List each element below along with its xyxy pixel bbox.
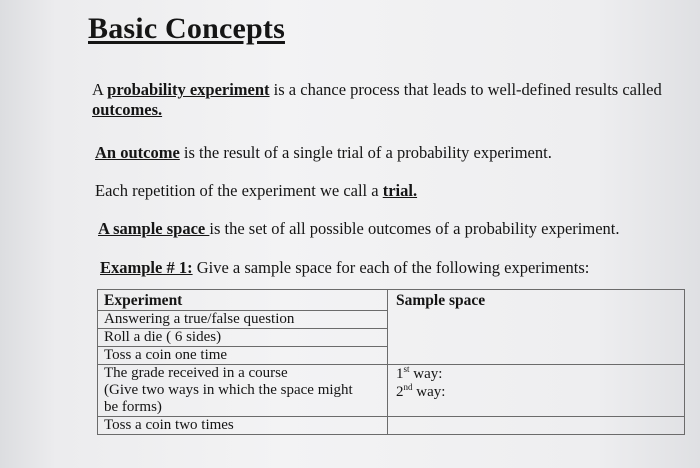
example-label: Example # 1: — [100, 258, 193, 277]
header-experiment: Experiment — [98, 290, 388, 311]
sample-space-cell-grade — [388, 365, 685, 417]
term-probability-experiment: probability experiment — [107, 80, 270, 99]
term-outcomes: outcomes. — [92, 100, 163, 119]
experiment-cell-grade — [98, 365, 388, 417]
definition-probability-experiment — [92, 80, 677, 120]
table-row — [98, 365, 685, 417]
text: is the result of a single trial of a probability experiment. — [179, 143, 552, 162]
experiment-cell: Roll a die ( 6 sides) — [98, 329, 388, 347]
second-way — [396, 383, 684, 401]
definition-outcome — [95, 143, 552, 163]
experiment-cell: Answering a true/false question — [98, 311, 388, 329]
way-label: way: — [412, 384, 446, 400]
text: A — [92, 80, 108, 99]
definition-sample-space — [98, 219, 620, 239]
ord-suffix: st — [403, 364, 410, 374]
grade-line-1: The grade received in a course — [104, 365, 288, 381]
sample-space-cell — [388, 417, 685, 435]
text: is the set of all possible outcomes of a probability experiment. — [209, 219, 620, 238]
definition-trial — [95, 181, 417, 201]
ord-num: 2 — [396, 384, 404, 400]
header-sample-space: Sample space — [388, 290, 685, 365]
experiment-cell: Toss a coin two times — [98, 417, 388, 435]
ord-suffix: nd — [403, 382, 413, 392]
slide-title: Basic Concepts — [88, 12, 285, 45]
experiment-cell: Toss a coin one time — [98, 347, 388, 365]
grade-line-3: be forms) — [104, 399, 162, 415]
term-outcome: An outcome — [95, 143, 180, 162]
term-trial: trial. — [382, 181, 418, 200]
term-sample-space: A sample space — [98, 219, 210, 238]
text: is a chance process that leads to well-defined results called — [269, 80, 662, 99]
way-label: way: — [409, 366, 443, 382]
first-way — [396, 365, 684, 383]
text: Give a sample space for each of the following experiments: — [192, 258, 590, 277]
grade-line-2: (Give two ways in which the space might — [104, 382, 353, 398]
table-row — [98, 417, 685, 435]
experiments-table — [97, 289, 685, 435]
ord-num: 1 — [396, 366, 404, 382]
text: Each repetition of the experiment we call a — [95, 181, 383, 200]
example-1-prompt — [100, 258, 589, 278]
table-header-row — [98, 290, 685, 311]
